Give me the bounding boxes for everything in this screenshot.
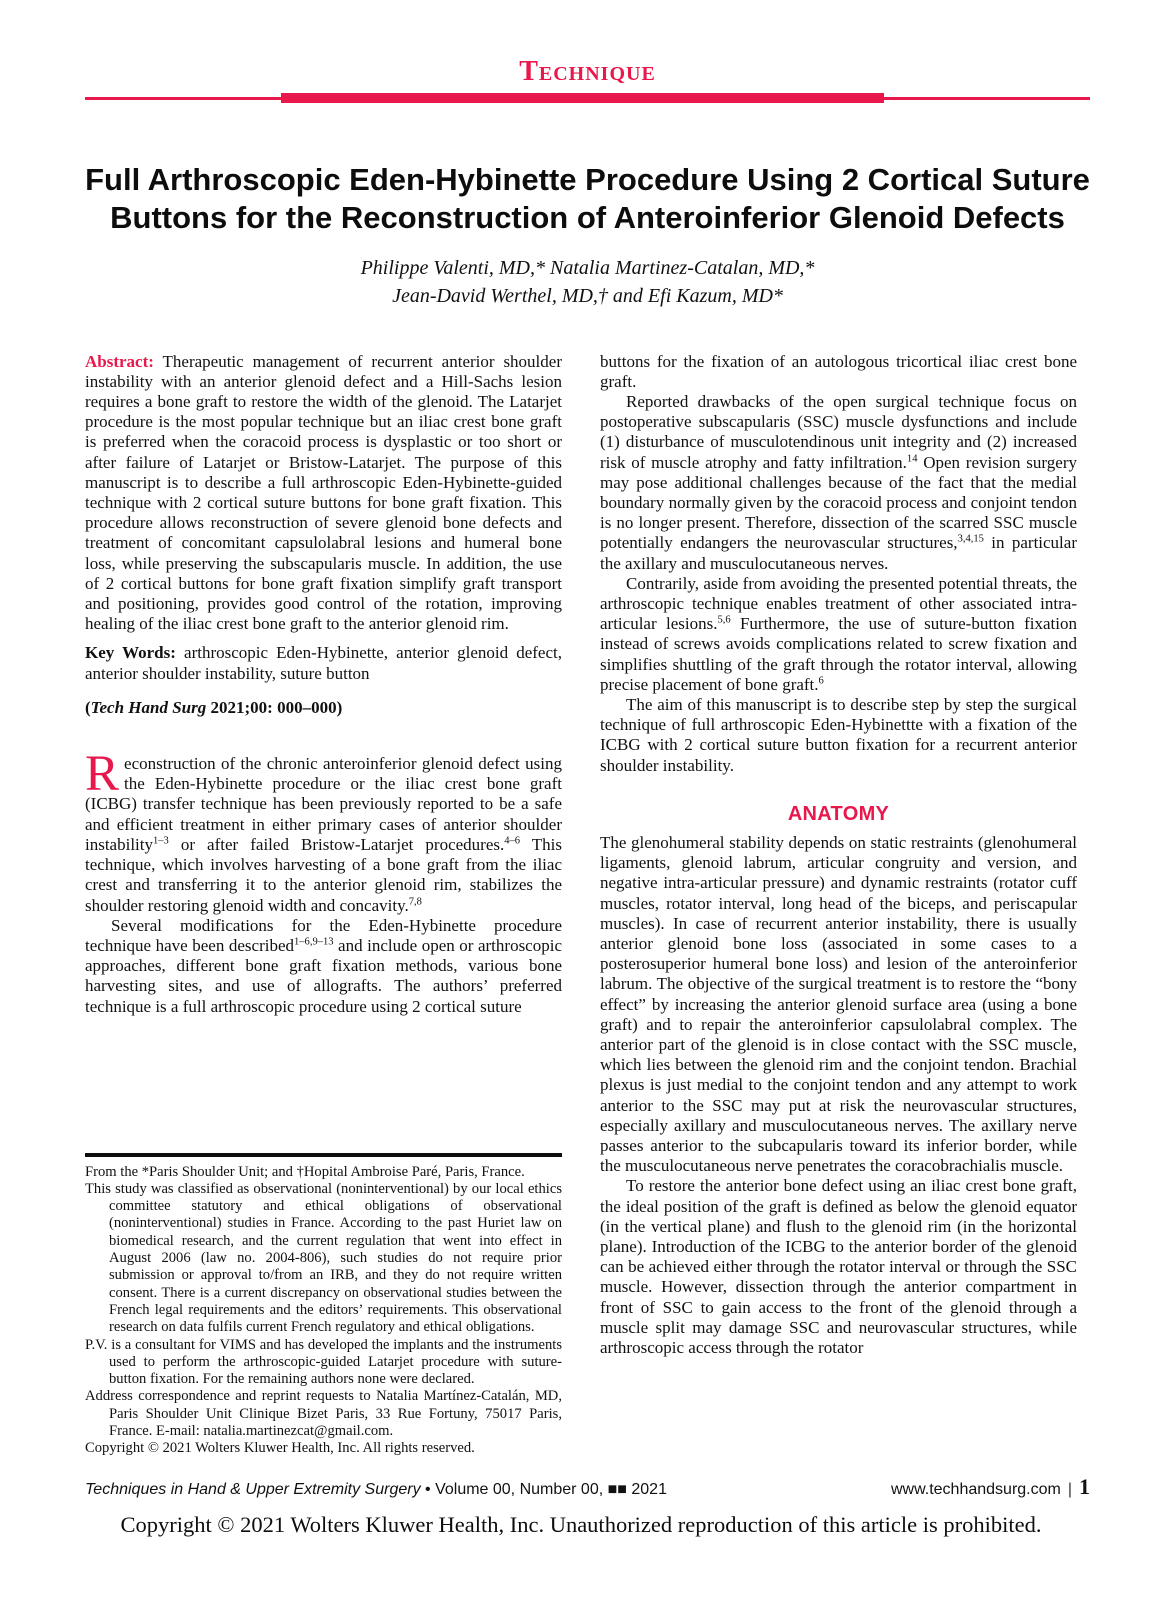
footer-journal-info: Techniques in Hand & Upper Extremity Surgery • Volume 00, Number 00, ■■ 2021 xyxy=(85,1480,667,1498)
copyright-strip: Copyright © 2021 Wolters Kluwer Health, Inc. Unauthorized reproduction of this article is prohibited. xyxy=(120,1511,1042,1537)
drop-cap: R xyxy=(85,746,120,803)
footnote-block xyxy=(85,1153,562,1458)
body-paragraph xyxy=(85,746,562,916)
footnote-affiliation: From the *Paris Shoulder Unit; and †Hopital Ambroise Paré, Paris, France. xyxy=(85,1163,525,1180)
header-rule-thick-bar xyxy=(281,93,884,103)
body-paragraph: Several modifications for the Eden-Hybinette procedure technique have been described$^{1-6,9-13}$ and include open or arthroscopic approaches, different bone graft fixation methods, various bone harvesting sites, and use of allografts. The authors’ preferred technique is a full arthroscopic procedure using 2 cortical suture xyxy=(85,915,563,1016)
body-paragraph: Contrarily, aside from avoiding the presented potential threats, the arthroscopic technique enables treatment of other associated intra-articular lesions.$^{5,6}$ Furthermore, the use of suture-button fixation instead of screws avoids complications related to screw fixation and simplifies shuttling of the graft through the rotator interval, allowing precise placement of bone graft.$^6$ xyxy=(600,573,1077,694)
two-column-body xyxy=(85,352,1090,1458)
citation-line: (Tech Hand Surg 2021;00: 000–000) xyxy=(85,697,343,717)
right-column xyxy=(600,352,1077,1458)
article-type-kicker: Technique xyxy=(519,56,656,87)
author-byline xyxy=(85,254,1090,310)
body-paragraph: The glenohumeral stability depends on static restraints (glenohumeral ligaments, glenoid labrum, articular congruity and version, and negative intra-articular pressure) and dynamic restraints (rotator cuff muscles, rotator interval, long head of the biceps, and periscapular muscles). In case of recurrent anterior instability, there is usually anterior glenoid bone loss (associated in some cases to a posterosuperior humeral bone loss) and lesion of the anteroinferior labrum. The objective of the surgical treatment is to restore the “bony effect” by increasing the anterior glenoid surface area (using a bone graft) and to repair the anteroinferior capsulolabral complex. The anterior part of the glenoid is in close contact with the SSC muscle, which lies between the glenoid rim and the conjoint tendon. Brachial plexus is just medial to the conjoint tendon and any attempt to work anterior to the SSC may put at risk the neurovascular structures, especially axillary and musculocutaneous nerves. The axillary nerve passes anterior to the subcapularis toward its inferior border, while the musculocutaneous nerve penetrates the coracobrachialis muscle. xyxy=(600,832,1077,1176)
body-paragraph-text: econstruction of the chronic anteroinferior glenoid defect using the Eden-Hybinette procedure or the iliac crest bone graft (ICBG) transfer technique has been previously reported to be a safe and efficient treatment in either primary cases of anterior shoulder instability$^{1-3}$ or after failed Bristow-Latarjet procedures.$^{4-6}$ This technique, which involves harvesting of a bone graft from the iliac crest and transferring it to the anterior glenoid rim, stabilizes the shoulder restoring glenoid width and concavity.$^{7,8}$ xyxy=(85,754,562,915)
footnote-ethics: This study was classified as observational (noninterventional) by our local ethics committee statutory and ethical obligations of observational (noninterventional) studies in France. According to the past Huriet law on biomedical research, and the current regulation that went into effect in August 2006 (law no. 2004-806), such studies do not require prior submission or approval to/from an IRB, and they do not require written consent. There is a current discrepancy on observational studies between the French legal requirements and the editors’ requirements. This observational research on data fulfils current French regulatory and ethical obligations. xyxy=(85,1180,562,1336)
left-column xyxy=(85,352,562,1458)
article-title: Full Arthroscopic Eden-Hybinette Procedure Using 2 Cortical Suture Buttons for the Reconstruction of Anteroinferior Glenoid Defects xyxy=(85,162,1090,235)
section-heading-anatomy: ANATOMY xyxy=(787,802,890,825)
body-paragraph: Reported drawbacks of the open surgical technique focus on postoperative subscapularis (SSC) muscle dysfunctions and include (1) disturbance of musculotendinous unit integrity and (2) increased risk of muscle atrophy and fatty infiltration.$^{14}$ Open revision surgery may pose additional challenges because of the fact that the medial boundary normally given by the coracoid process and conjoint tendon is no longer present. Therefore, dissection of the scarred SSC muscle potentially endangers the neurovascular structures,$^{3,4,15}$ in particular the axillary and musculocutaneous nerves. xyxy=(600,392,1077,573)
footer-separator: | xyxy=(1067,1480,1072,1498)
footer-page-number: 1 xyxy=(1079,1473,1090,1499)
body-paragraph: The aim of this manuscript is to describe step by step the surgical technique of full arthroscopic Eden-Hybinettte with a fixation of the ICBG with 2 cortical suture button fixation for a recurrent anterior shoulder instability. xyxy=(600,695,1077,775)
page-footer xyxy=(85,1474,1090,1500)
footer-website: www.techhandsurg.com xyxy=(890,1480,1061,1498)
author-line-1: Philippe Valenti, MD,* Natalia Martinez-Catalan, MD,* xyxy=(360,256,815,279)
abstract-paragraph: Abstract: Therapeutic management of recurrent anterior shoulder instability with an anterior glenoid defect and a Hill-Sachs lesion requires a bone graft to restore the width of the glenoid. The Latarjet procedure is the most popular technique but an iliac crest bone graft is preferred when the coracoid process is dysplastic or too short or after failure of Latarjet or Bristow-Latarjet. The purpose of this manuscript is to describe a full arthroscopic Eden-Hybinette-guided technique with 2 cortical suture buttons for bone graft fixation. This procedure allows reconstruction of severe glenoid bone defects and treatment of concomitant capsulolabral lesions and humeral bone loss, while preserving the subscapularis muscle. In addition, the use of 2 cortical buttons for bone graft fixation simplify graft transport and positioning, provides good control of the rotation, improving healing of the iliac crest bone graft to the anterior glenoid rim. xyxy=(85,351,562,634)
author-line-2: Jean-David Werthel, MD,† and Efi Kazum, MD* xyxy=(392,284,783,307)
body-paragraph: To restore the anterior bone defect using an iliac crest bone graft, the ideal position of the graft is defined as below the glenoid equator (in the vertical plane) and flush to the glenoid rim (in the horizontal plane). Introduction of the ICBG to the anterior border of the glenoid can be achieved either through the rotator interval or through the SSC muscle. However, dissection through the anterior compartment in front of SSC to gain access to the front of the glenoid through a muscle split may damage SSC and neurovascular structures, while arthroscopic access through the rotator xyxy=(600,1176,1077,1357)
footer-right-group xyxy=(891,1474,1090,1500)
footnote-disclosure: P.V. is a consultant for VIMS and has developed the implants and the instruments used to perform the arthroscopic-guided Latarjet procedure with suture-button fixation. For the remaining authors none were declared. xyxy=(85,1336,562,1388)
footnote-correspondence: Address correspondence and reprint requests to Natalia Martínez-Catalán, MD, Paris Shoulder Unit Clinique Bizet Paris, 33 Rue Fortuny, 75017 Paris, France. E-mail: natalia.martinezcat@gmail.com. xyxy=(85,1388,562,1440)
body-paragraph: buttons for the fixation of an autologous tricortical iliac crest bone graft. xyxy=(600,351,1077,391)
footnote-copyright: Copyright © 2021 Wolters Kluwer Health, Inc. All rights reserved. xyxy=(85,1440,475,1457)
keywords-paragraph: Key Words: arthroscopic Eden-Hybinette, anterior glenoid defect, anterior shoulder instability, suture button xyxy=(85,643,562,683)
header-rule xyxy=(85,93,1090,103)
